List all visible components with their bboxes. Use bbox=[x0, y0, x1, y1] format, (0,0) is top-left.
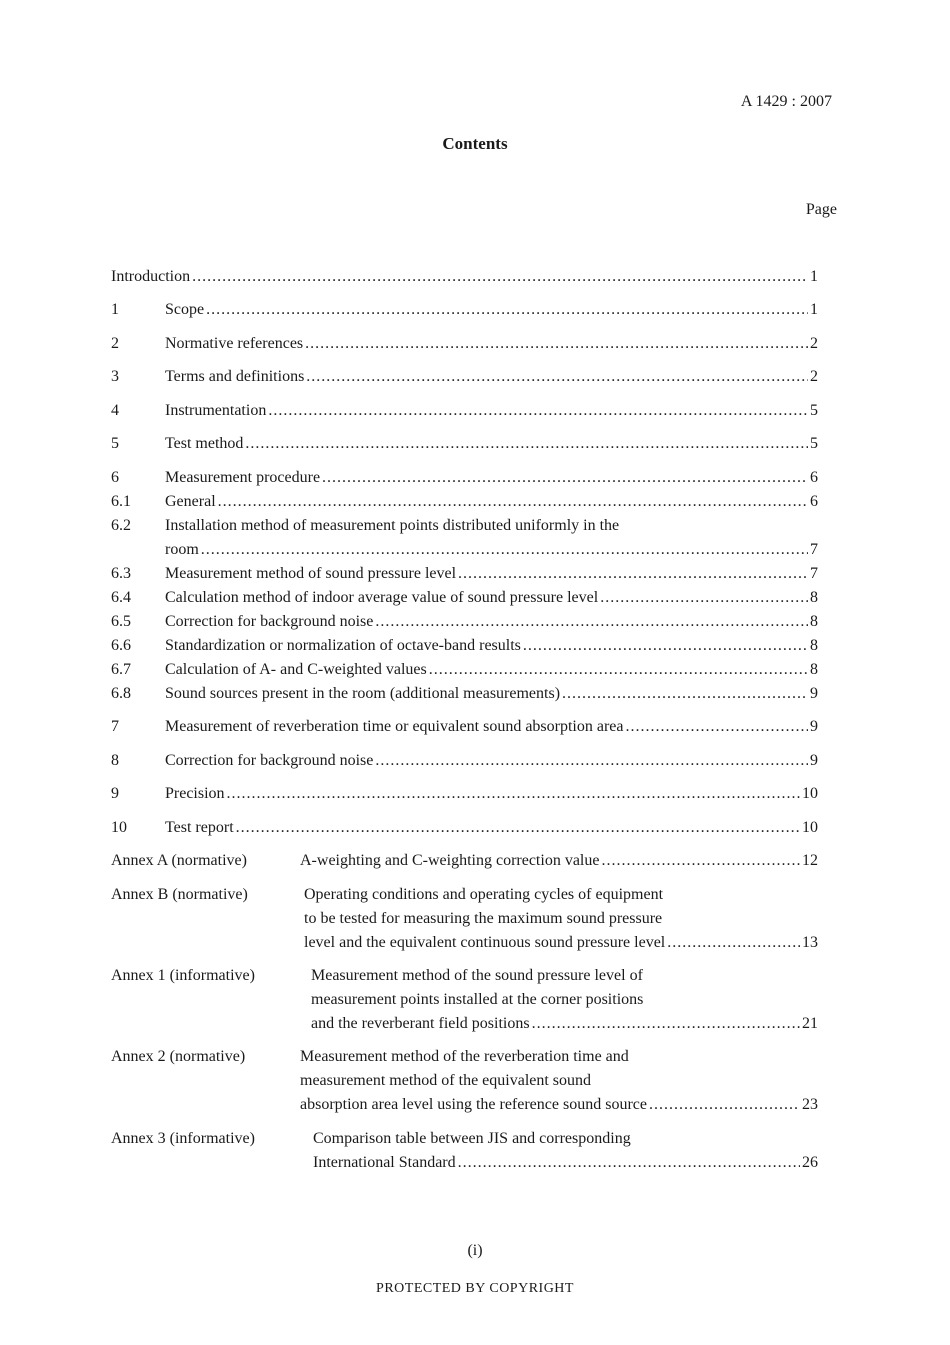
annex-3-entry[interactable] bbox=[313, 1153, 818, 1173]
annex-title-line[interactable]: measurement points installed at the corner positions bbox=[311, 991, 644, 1008]
toc-title: Test report bbox=[165, 819, 234, 836]
toc-number: 6 bbox=[111, 469, 119, 486]
annex-title: absorption area level using the reference sound source bbox=[300, 1096, 647, 1113]
toc-number: 6.2 bbox=[111, 517, 131, 534]
toc-number: 6.1 bbox=[111, 493, 131, 510]
leader-dots bbox=[201, 540, 808, 560]
toc-page: 8 bbox=[810, 661, 818, 678]
toc-title: Measurement method of sound pressure level bbox=[165, 565, 457, 582]
leader-dots bbox=[458, 1153, 800, 1173]
leader-dots bbox=[206, 300, 808, 320]
toc-entry-6-4[interactable] bbox=[111, 588, 818, 608]
annex-page: 13 bbox=[802, 934, 818, 951]
standard-number: A 1429 : 2007 bbox=[740, 93, 832, 110]
toc-page: 6 bbox=[810, 493, 818, 510]
leader-dots bbox=[429, 660, 808, 680]
toc-entry-6[interactable] bbox=[111, 468, 818, 488]
toc-page: 9 bbox=[810, 718, 818, 735]
toc-number: 9 bbox=[111, 785, 119, 802]
leader-dots bbox=[227, 784, 800, 804]
toc-title: Calculation method of indoor average value of sound pressure level bbox=[165, 589, 599, 606]
toc-page: 2 bbox=[810, 368, 818, 385]
toc-page: 8 bbox=[810, 637, 818, 654]
toc-number: 8 bbox=[111, 752, 119, 769]
leader-dots bbox=[236, 818, 800, 838]
page-title: Contents bbox=[442, 134, 508, 153]
toc-entry-7[interactable] bbox=[111, 717, 818, 737]
annex-title: International Standard bbox=[313, 1154, 456, 1171]
toc-title: Sound sources present in the room (additional measurements) bbox=[165, 685, 561, 702]
toc-title: Introduction bbox=[111, 268, 191, 285]
toc-page: 5 bbox=[810, 402, 818, 419]
annex-page: 12 bbox=[802, 852, 818, 869]
toc-entry-6-2[interactable] bbox=[165, 540, 818, 560]
toc-title: Correction for background noise bbox=[165, 752, 374, 769]
toc-number: 3 bbox=[111, 368, 119, 385]
leader-dots bbox=[649, 1095, 800, 1115]
toc-entry-1[interactable] bbox=[111, 300, 818, 320]
toc-entry-3[interactable] bbox=[111, 367, 818, 387]
toc-number: 6.4 bbox=[111, 589, 131, 606]
toc-title: Test method bbox=[165, 435, 244, 452]
toc-entry-5[interactable] bbox=[111, 434, 818, 454]
toc-entry-introduction[interactable] bbox=[111, 267, 818, 287]
toc-page: 1 bbox=[810, 268, 818, 285]
leader-dots bbox=[375, 612, 808, 632]
annex-title: level and the equivalent continuous sound pressure level bbox=[304, 934, 666, 951]
annex-title-line[interactable]: measurement method of the equivalent sound bbox=[300, 1072, 592, 1089]
toc-page: 8 bbox=[810, 613, 818, 630]
leader-dots bbox=[667, 933, 800, 953]
toc-entry-10[interactable] bbox=[111, 818, 818, 838]
annex-a-entry[interactable] bbox=[300, 851, 818, 871]
toc-entry-6-1[interactable] bbox=[111, 492, 818, 512]
toc-number: 1 bbox=[111, 301, 119, 318]
annex-title: A-weighting and C-weighting correction value bbox=[300, 852, 600, 869]
annex-label: Annex 2 (normative) bbox=[111, 1048, 246, 1065]
copyright-notice: PROTECTED BY COPYRIGHT bbox=[376, 1281, 574, 1296]
annex-page: 26 bbox=[802, 1154, 818, 1171]
leader-dots bbox=[305, 334, 808, 354]
annex-b-entry[interactable] bbox=[304, 933, 818, 953]
toc-title-line[interactable]: Installation method of measurement points distributed uniformly in the bbox=[165, 517, 620, 534]
annex-label: Annex 3 (informative) bbox=[111, 1130, 255, 1147]
toc-title: Measurement procedure bbox=[165, 469, 321, 486]
annex-title-line[interactable]: Measurement method of the reverberation time and bbox=[300, 1048, 629, 1065]
leader-dots bbox=[562, 684, 808, 704]
toc-page: 9 bbox=[810, 752, 818, 769]
toc-page: 10 bbox=[802, 819, 818, 836]
toc-number: 6.7 bbox=[111, 661, 131, 678]
annex-label: Annex B (normative) bbox=[111, 886, 248, 903]
toc-page: 7 bbox=[810, 541, 818, 558]
toc-page: 7 bbox=[810, 565, 818, 582]
annex-page: 23 bbox=[802, 1096, 818, 1113]
leader-dots bbox=[532, 1014, 800, 1034]
toc-page: 6 bbox=[810, 469, 818, 486]
toc-page: 10 bbox=[802, 785, 818, 802]
toc-entry-8[interactable] bbox=[111, 751, 818, 771]
toc-number: 2 bbox=[111, 335, 119, 352]
toc-number: 6.3 bbox=[111, 565, 131, 582]
annex-1-entry[interactable] bbox=[311, 1014, 818, 1034]
leader-dots bbox=[375, 751, 808, 771]
toc-entry-6-6[interactable] bbox=[111, 636, 818, 656]
toc-number: 4 bbox=[111, 402, 119, 419]
toc-title: Standardization or normalization of octave-band results bbox=[165, 637, 521, 654]
toc-entry-6-7[interactable] bbox=[111, 660, 818, 680]
toc-page: 9 bbox=[810, 685, 818, 702]
leader-dots bbox=[268, 401, 808, 421]
annex-title-line[interactable]: Comparison table between JIS and corresponding bbox=[313, 1130, 631, 1147]
toc-title: Scope bbox=[165, 301, 205, 318]
leader-dots bbox=[218, 492, 808, 512]
toc-title: Precision bbox=[165, 785, 225, 802]
annex-title-line[interactable]: to be tested for measuring the maximum sound pressure bbox=[304, 910, 663, 927]
toc-title: Terms and definitions bbox=[165, 368, 305, 385]
toc-page: 1 bbox=[810, 301, 818, 318]
toc-page: 2 bbox=[810, 335, 818, 352]
toc-entry-2[interactable] bbox=[111, 334, 818, 354]
annex-title-line[interactable]: Operating conditions and operating cycles of equipment bbox=[304, 886, 664, 903]
toc-title: General bbox=[165, 493, 216, 510]
annex-2-entry[interactable] bbox=[300, 1095, 818, 1115]
annex-label: Annex 1 (informative) bbox=[111, 967, 255, 984]
toc-title: Correction for background noise bbox=[165, 613, 374, 630]
leader-dots bbox=[600, 588, 808, 608]
leader-dots bbox=[626, 717, 809, 737]
toc-entry-6-8[interactable] bbox=[111, 684, 818, 704]
toc-number: 7 bbox=[111, 718, 119, 735]
leader-dots bbox=[458, 564, 808, 584]
leader-dots bbox=[322, 468, 808, 488]
toc-page: 5 bbox=[810, 435, 818, 452]
leader-dots bbox=[523, 636, 808, 656]
toc-entry-6-3[interactable] bbox=[111, 564, 818, 584]
page-number: (i) bbox=[467, 1242, 483, 1259]
toc-title: Calculation of A- and C-weighted values bbox=[165, 661, 427, 678]
annex-page: 21 bbox=[802, 1015, 818, 1032]
toc-entry-6-5[interactable] bbox=[111, 612, 818, 632]
toc-number: 10 bbox=[111, 819, 127, 836]
annex-label: Annex A (normative) bbox=[111, 852, 247, 869]
toc-number: 6.8 bbox=[111, 685, 131, 702]
page-column-header: Page bbox=[805, 201, 837, 218]
toc-page: 8 bbox=[810, 589, 818, 606]
toc-title: Normative references bbox=[165, 335, 304, 352]
toc-number: 6.6 bbox=[111, 637, 131, 654]
toc-title: Instrumentation bbox=[165, 402, 267, 419]
toc-title: room bbox=[165, 541, 199, 558]
annex-title-line[interactable]: Measurement method of the sound pressure level of bbox=[311, 967, 643, 984]
toc-number: 5 bbox=[111, 435, 119, 452]
leader-dots bbox=[601, 851, 800, 871]
leader-dots bbox=[306, 367, 808, 387]
leader-dots bbox=[192, 267, 808, 287]
leader-dots bbox=[245, 434, 808, 454]
toc-number: 6.5 bbox=[111, 613, 131, 630]
toc-entry-4[interactable] bbox=[111, 401, 818, 421]
toc-title: Measurement of reverberation time or equivalent sound absorption area bbox=[165, 718, 624, 735]
annex-title: and the reverberant field positions bbox=[311, 1015, 530, 1032]
toc-entry-9[interactable] bbox=[111, 784, 818, 804]
